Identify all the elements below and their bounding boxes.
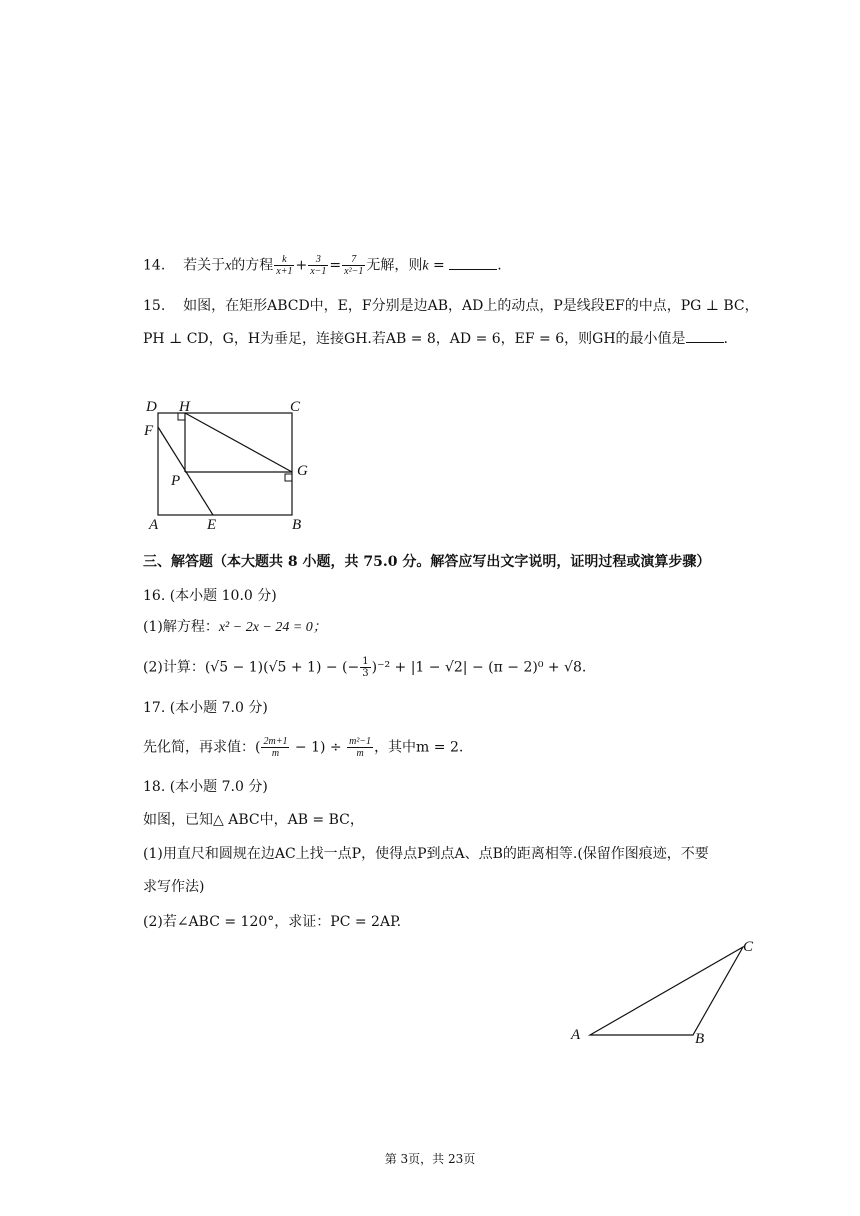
equals-sign: = (428, 257, 450, 274)
question-16-header: 16. (本小题 10.0 分) (143, 588, 277, 604)
label-b: B (695, 1031, 705, 1045)
question-number: 15. (143, 298, 166, 314)
rectangle-abcd (158, 413, 292, 515)
expression: )⁻² + |1 − √2| − (π − 2)⁰ + √8. (371, 659, 587, 676)
question-text: 无解，则 (366, 257, 423, 274)
label-p: P (171, 473, 181, 489)
label-h: H (179, 399, 190, 415)
label-b: B (292, 517, 302, 533)
question-text: ，其中m = 2. (374, 739, 464, 756)
right-angle-mark-g (285, 474, 292, 481)
label-a: A (149, 517, 159, 533)
triangle-figure (565, 935, 765, 1045)
part-label: (1)解方程： (143, 619, 219, 635)
triangle-abc (590, 947, 743, 1035)
question-16-part-1 (143, 617, 327, 638)
equals-sign: = (329, 257, 342, 274)
answer-blank (449, 255, 497, 270)
question-18-line-1: 如图，已知△ ABC中，AB = BC， (143, 812, 364, 828)
question-text: 如图，在矩形ABCD中，E，F分别是边AB，AD上的动点，P是线段EF的中点，PG ⊥ BC， (183, 298, 759, 314)
question-18-header: 18. (本小题 7.0 分) (143, 779, 268, 795)
label-c: C (743, 939, 754, 955)
question-17-body (143, 736, 463, 759)
segment-gh (185, 413, 292, 472)
label-a: A (571, 1027, 581, 1043)
label-c: C (290, 399, 301, 415)
variable-k: k (422, 258, 429, 274)
expression: − 1) ÷ (290, 739, 347, 756)
fraction: $\frac{k}{x+1}$ (276, 254, 293, 277)
question-18-line-3: 求写作法) (143, 879, 205, 895)
expression: (√5 − 1)(√5 + 1) − (− (204, 659, 360, 676)
question-text: PH ⊥ CD，G，H为垂足，连接GH.若AB = 8，AD = 6，EF = 6，则GH的最小值是 (143, 331, 686, 347)
label-g: G (297, 463, 308, 479)
period: . (723, 331, 728, 347)
section-title: 三、解答题（本大题共 8 小题，共 75.0 分。解答应写出文字说明，证明过程或演算步骤） (143, 554, 711, 570)
fraction: $\frac{3}{x-1}$ (310, 254, 327, 277)
label-e: E (207, 517, 217, 533)
question-text: 若关于 (183, 257, 226, 274)
fraction: $\frac{1}{3}$ (362, 656, 369, 679)
question-16-part-2 (143, 656, 586, 679)
page-footer: 第 3页，共 23页 (384, 1152, 476, 1166)
question-17-header: 17. (本小题 7.0 分) (143, 700, 268, 716)
fraction: $\frac{2m+1}{m}$ (263, 736, 288, 759)
question-18-line-4: (2)若∠ABC = 120°，求证：PC = 2AP. (143, 914, 402, 930)
fraction: $\frac{7}{\text{x²−1}}$ (344, 254, 364, 277)
question-number: 14. (143, 257, 166, 274)
question-14 (143, 254, 502, 277)
question-text: 的方程 (231, 257, 274, 274)
part-label: (2)计算： (143, 659, 205, 676)
question-text: 先化简，再求值：( (143, 739, 261, 756)
fraction: $\frac{\text{m²−1}}{m}$ (349, 736, 372, 759)
label-d: D (146, 399, 157, 415)
question-18-line-2: (1)用直尺和圆规在边AC上找一点P，使得点P到点A、点B的距离相等.(保留作图痕迹，不要 (143, 846, 709, 862)
rectangle-figure (140, 395, 340, 535)
question-15-line-2 (143, 328, 728, 349)
period: . (497, 257, 502, 274)
equation: x² − 2x − 24 = 0； (218, 620, 327, 635)
plus-sign: + (295, 257, 308, 274)
question-15-line-1 (143, 296, 759, 316)
label-f: F (144, 423, 154, 439)
answer-blank (686, 328, 724, 343)
variable-x: x (225, 258, 232, 274)
